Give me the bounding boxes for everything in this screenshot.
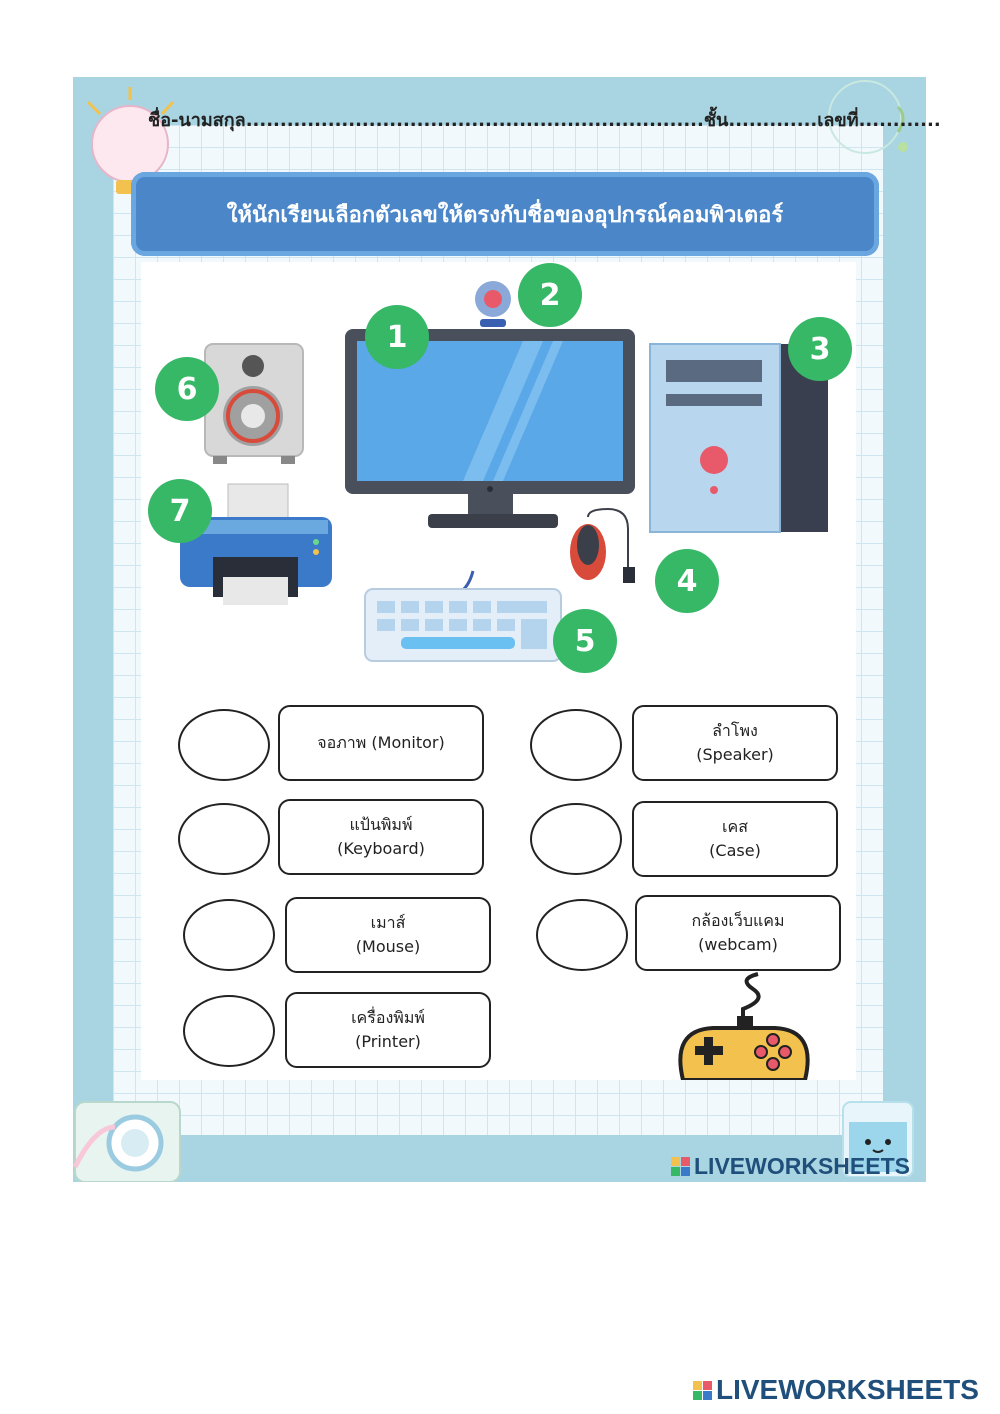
camera-icon [73, 1087, 183, 1182]
label-speaker-thai: ลำโพง [712, 721, 758, 740]
label-monitor-text: จอภาพ (Monitor) [317, 733, 445, 752]
answer-circle-mouse[interactable] [183, 899, 275, 971]
badge-3: 3 [788, 317, 852, 381]
student-info-line[interactable]: ชื่อ-นามสกุล...................................................................ชั้น.............เลขที่............ [148, 110, 941, 131]
badge-4: 4 [655, 549, 719, 613]
label-webcam-thai: กล้องเว็บแคม [691, 911, 785, 930]
label-keyboard-english: (Keyboard) [337, 839, 425, 858]
label-case-english: (Case) [709, 841, 761, 860]
answer-circle-speaker[interactable] [530, 709, 622, 781]
label-mouse-english: (Mouse) [355, 937, 421, 956]
brand-text-inner: LIVEWORKSHEETS [694, 1153, 910, 1179]
label-speaker [632, 705, 838, 781]
label-speaker-english: (Speaker) [696, 745, 774, 764]
label-printer-english: (Printer) [355, 1032, 421, 1051]
answer-circle-keyboard[interactable] [178, 803, 270, 875]
label-keyboard-thai: แป้นพิมพ์ [349, 815, 413, 834]
badge-5: 5 [553, 609, 617, 673]
keyboard-icon [363, 569, 563, 664]
brand-logo-icon [671, 1157, 690, 1176]
instruction-banner [131, 172, 879, 256]
label-case [632, 801, 838, 877]
brand-logo-icon-footer [693, 1381, 712, 1400]
label-webcam [635, 895, 841, 971]
label-mouse [285, 897, 491, 973]
brand-watermark-inner [671, 1153, 910, 1180]
gamepad-icon [673, 972, 818, 1080]
badge-7: 7 [148, 479, 212, 543]
brand-text-footer: LIVEWORKSHEETS [716, 1374, 979, 1405]
answer-circle-printer[interactable] [183, 995, 275, 1067]
answer-circle-case[interactable] [530, 803, 622, 875]
label-printer-thai: เครื่องพิมพ์ [351, 1008, 425, 1027]
brand-watermark-footer [693, 1374, 979, 1406]
worksheet-page [73, 77, 941, 1182]
badge-2: 2 [518, 263, 582, 327]
speaker-icon [203, 342, 308, 467]
label-printer [285, 992, 491, 1068]
badge-6: 6 [155, 357, 219, 421]
label-monitor [278, 705, 484, 781]
label-case-thai: เคส [722, 817, 748, 836]
mouse-icon [563, 507, 653, 587]
answer-circle-monitor[interactable] [178, 709, 270, 781]
badge-1: 1 [365, 305, 429, 369]
label-webcam-english: (webcam) [698, 935, 778, 954]
webcam-icon [468, 277, 518, 332]
label-keyboard [278, 799, 484, 875]
answer-circle-webcam[interactable] [536, 899, 628, 971]
label-mouse-thai: เมาส์ [370, 913, 406, 932]
instruction-text: ให้นักเรียนเลือกตัวเลขให้ตรงกับชื่อของอุปกรณ์คอมพิวเตอร์ [226, 202, 784, 228]
